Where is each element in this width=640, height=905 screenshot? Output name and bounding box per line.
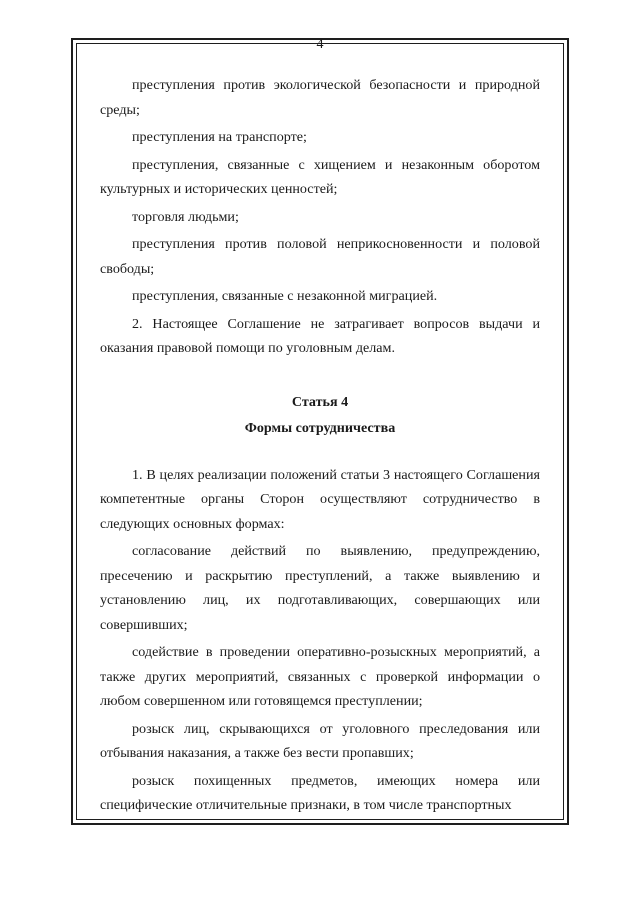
document-body — [100, 73, 540, 818]
paragraph: преступления на транспорте; — [132, 129, 307, 145]
paragraph: преступления, связанные с хищением и незаконным оборотом культурных и исторических ценностей; — [100, 156, 540, 197]
paragraph: согласование действий по выявлению, предупреждению, пресечению и раскрытию преступлений, а также выявлению и установлению лиц, их подготавливающих, совершающих или совершивших; — [100, 543, 540, 633]
paragraph: содействие в проведении оперативно-розыскных мероприятий, а также других мероприятий, связанных с проверкой информации о любом совершенном или готовящемся преступлении; — [100, 644, 540, 709]
page-number: 4 — [316, 37, 324, 52]
paragraph: 2. Настоящее Соглашение не затрагивает вопросов выдачи и оказания правовой помощи по уголовным делам. — [100, 315, 540, 356]
paragraph: торговля людьми; — [132, 208, 239, 225]
paragraph: розыск лиц, скрывающихся от уголовного преследования или отбывания наказания, а также без вести пропавших; — [100, 720, 540, 761]
article-number: Статья 4 — [291, 393, 349, 410]
paragraph: преступления против половой неприкосновенности и половой свободы; — [100, 236, 540, 277]
paragraph: розыск похищенных предметов, имеющих номера или специфические отличительные признаки, в том числе транспортных — [100, 772, 540, 813]
article-title: Формы сотрудничества — [244, 419, 396, 436]
paragraph: 1. В целях реализации положений статьи 3 настоящего Соглашения компетентные органы Сторон осуществляют сотрудничество в следующих основных формах: — [100, 466, 540, 532]
paragraph: преступления, связанные с незаконной миграцией. — [132, 288, 438, 304]
paragraph: преступления против экологической безопасности и природной среды; — [100, 77, 540, 118]
